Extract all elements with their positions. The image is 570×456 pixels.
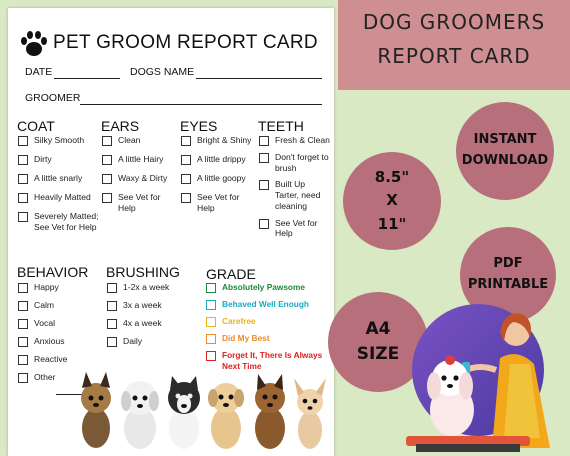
promo-title-line2: REPORT CARD: [377, 44, 531, 68]
pdf-printable-badge: PDF PRINTABLE: [460, 227, 556, 323]
checkbox[interactable]: [181, 136, 191, 146]
checkbox[interactable]: [102, 155, 112, 165]
list-item[interactable]: Anxious: [18, 336, 100, 347]
checkbox[interactable]: [107, 319, 117, 329]
grade-item-behaved[interactable]: Behaved Well Enough: [206, 299, 324, 310]
dog-yorkie-icon: [81, 372, 111, 448]
checkbox[interactable]: [259, 180, 269, 190]
list-item[interactable]: Fresh & Clean: [259, 135, 331, 146]
list-item[interactable]: Silky Smooth: [18, 135, 106, 146]
checkbox[interactable]: [18, 155, 28, 165]
checkbox[interactable]: [107, 301, 117, 311]
groomer-illustration: [400, 298, 570, 456]
dog-pitbull-icon: [168, 376, 200, 449]
letter-size-badge: 8.5" X 11": [343, 152, 441, 250]
groomer-line[interactable]: [80, 104, 322, 105]
checkbox[interactable]: [206, 300, 216, 310]
checkbox[interactable]: [206, 283, 216, 293]
eyes-heading: EYES: [180, 118, 218, 134]
checkbox[interactable]: [102, 136, 112, 146]
checkbox[interactable]: [259, 153, 269, 163]
list-item[interactable]: Reactive: [18, 354, 100, 365]
checkbox[interactable]: [206, 334, 216, 344]
checkbox[interactable]: [107, 337, 117, 347]
checkbox[interactable]: [18, 283, 28, 293]
dogs-name-line[interactable]: [196, 78, 322, 79]
dogs-illustration: [74, 368, 330, 454]
checkbox[interactable]: [259, 136, 269, 146]
list-item[interactable]: 4x a week: [107, 318, 197, 329]
coat-list: [18, 135, 106, 232]
grade-item-forget-it[interactable]: Forget It, There Is Always Next Time: [206, 350, 324, 372]
checkbox[interactable]: [206, 317, 216, 327]
promo-title-banner: [338, 0, 570, 90]
report-card-title: PET GROOM REPORT CARD: [53, 32, 318, 53]
checkbox[interactable]: [18, 373, 28, 383]
checkbox[interactable]: [18, 319, 28, 329]
list-item[interactable]: Daily: [107, 336, 197, 347]
teeth-heading: TEETH: [258, 118, 304, 134]
list-item[interactable]: A little goopy: [181, 173, 259, 184]
list-item[interactable]: A little drippy: [181, 154, 259, 165]
checkbox[interactable]: [18, 212, 28, 222]
paw-icon: [18, 28, 50, 60]
checkbox[interactable]: [18, 193, 28, 203]
checkbox[interactable]: [18, 337, 28, 347]
behavior-heading: BEHAVIOR: [17, 264, 89, 280]
grade-item-did-my-best[interactable]: Did My Best: [206, 333, 324, 344]
list-item[interactable]: Waxy & Dirty: [102, 173, 178, 184]
date-label: DATE: [25, 66, 53, 78]
list-item[interactable]: Other: [18, 372, 100, 383]
list-item[interactable]: 1-2x a week: [107, 282, 197, 293]
list-item[interactable]: A little Hairy: [102, 154, 178, 165]
list-item[interactable]: Heavily Matted: [18, 192, 106, 203]
list-item[interactable]: Built Up Tarter, need cleaning: [259, 179, 331, 211]
list-item[interactable]: A little snarly: [18, 173, 106, 184]
dog-shepherd-icon: [255, 374, 285, 449]
checkbox[interactable]: [18, 301, 28, 311]
grade-item-carefree[interactable]: Carefree: [206, 316, 324, 327]
grade-heading: GRADE: [206, 266, 256, 282]
checkbox[interactable]: [107, 283, 117, 293]
checkbox[interactable]: [181, 174, 191, 184]
dog-labrador-icon: [208, 383, 244, 449]
list-item[interactable]: Severely Matted; See Vet for Help: [18, 211, 106, 232]
grade-item-pawsome[interactable]: Absolutely Pawsome: [206, 282, 324, 293]
list-item[interactable]: See Vet for Help: [259, 218, 331, 239]
list-item[interactable]: Calm: [18, 300, 100, 311]
promo-title-line1: DOG GROOMERS: [362, 10, 546, 34]
teeth-list: [259, 135, 331, 239]
checkbox[interactable]: [259, 219, 269, 229]
eyes-list: [181, 135, 259, 213]
grooming-table-base: [416, 444, 520, 452]
checkbox[interactable]: [102, 174, 112, 184]
list-item[interactable]: Vocal: [18, 318, 100, 329]
checkbox[interactable]: [102, 193, 112, 203]
brushing-list: [107, 282, 197, 347]
list-item[interactable]: 3x a week: [107, 300, 197, 311]
instant-download-badge: INSTANT DOWNLOAD: [456, 102, 554, 200]
list-item[interactable]: Bright & Shiny: [181, 135, 259, 146]
list-item[interactable]: Clean: [102, 135, 178, 146]
dogs-name-label: DOGS NAME: [130, 66, 195, 78]
date-line[interactable]: [54, 78, 120, 79]
checkbox[interactable]: [181, 193, 191, 203]
grade-list: [206, 282, 324, 372]
checkbox[interactable]: [18, 174, 28, 184]
checkbox[interactable]: [18, 355, 28, 365]
checkbox[interactable]: [206, 351, 216, 361]
dog-white-sheepdog-icon: [121, 381, 159, 449]
groomer-label: GROOMER: [25, 92, 81, 104]
list-item[interactable]: See Vet for Help: [102, 192, 178, 213]
list-item[interactable]: Don't forget to brush: [259, 152, 331, 173]
brushing-heading: BRUSHING: [106, 264, 180, 280]
report-card-sheet: [8, 8, 334, 456]
a4-size-badge: A4 SIZE: [328, 292, 428, 392]
coat-heading: COAT: [17, 118, 55, 134]
ears-list: [102, 135, 178, 213]
ears-heading: EARS: [101, 118, 140, 134]
checkbox[interactable]: [181, 155, 191, 165]
list-item[interactable]: Happy: [18, 282, 100, 293]
checkbox[interactable]: [18, 136, 28, 146]
dog-chihuahua-icon: [294, 378, 326, 449]
list-item[interactable]: See Vet for Help: [181, 192, 259, 213]
list-item[interactable]: Dirty: [18, 154, 106, 165]
